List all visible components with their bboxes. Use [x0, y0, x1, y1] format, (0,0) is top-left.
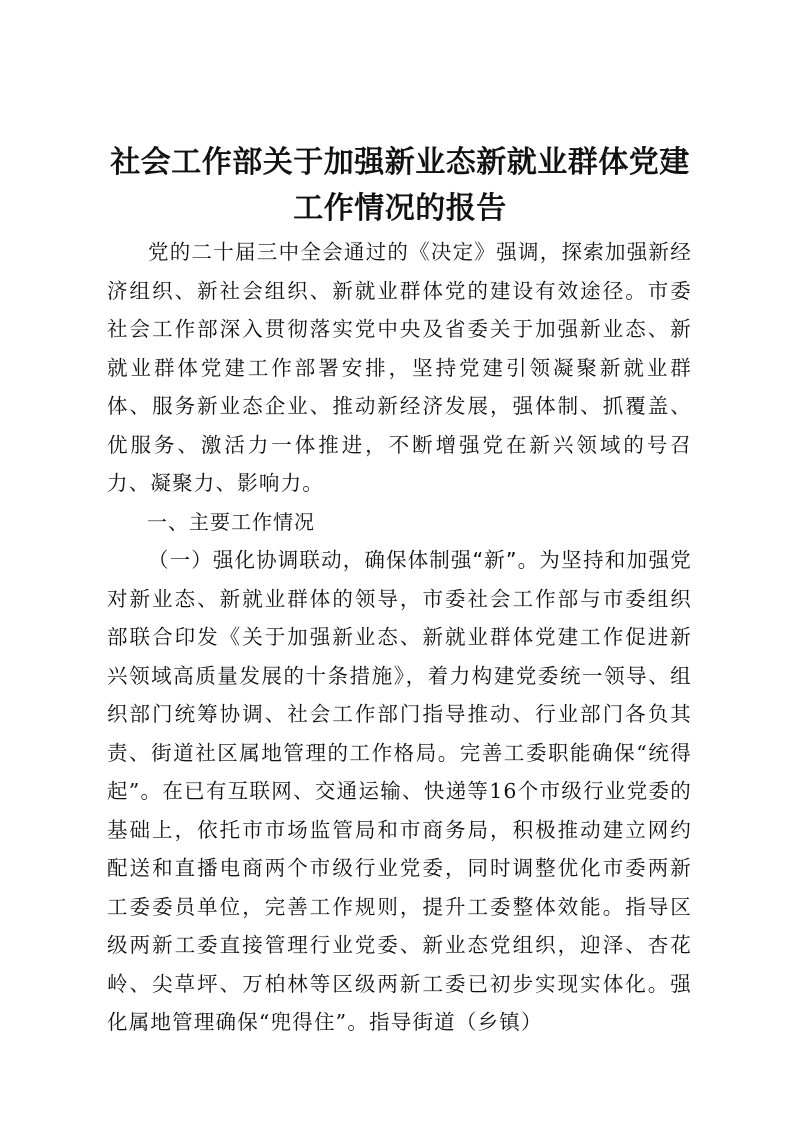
document-body — [107, 233, 692, 1042]
document-title: 社会工作部关于加强新业态新就业群体党建工作情况的报告 — [110, 145, 690, 226]
section-heading: 一、主要工作情况 — [147, 509, 315, 534]
subsection-body: 为坚持和加强党对新业态、新就业群体的领导，市委社会工作部与市委组织部联合印发《关于加强新业态、新就业群体党建工作促进新兴领域高质量发展的十条措施》，着力构建党委统一领导、组织部门统筹协调、社会工作部门指导推动、行业部门各负其责、街道社区属地管理的工作格局。完善工委职能确保“统得起”。在已有互联网、交通运输、快递等16个市级行业党委的基础上，依托市市场监管局和市商务局，积极推动建立网约配送和直播电商两个市级行业党委，同时调整优化市委两新工委委员单位，完善工作规则，提升工委整体效能。指导区级两新工委直接管理行业党委、新业态党组织，迎泽、杏花岭、尖草坪、万柏林等区级两新工委已初步实现实体化。强化属地管理确保“兜得住”。指导街道（乡镇） — [107, 548, 692, 1034]
subsection-paragraph — [107, 541, 692, 1042]
intro-paragraph: 党的二十届三中全会通过的《决定》强调，探索加强新经济组织、新社会组织、新就业群体党的建设有效途径。市委社会工作部深入贯彻落实党中央及省委关于加强新业态、新就业群体党建工作部署安排，坚持党建引领凝聚新就业群体、服务新业态企业、推动新经济发展，强体制、抓覆盖、优服务、激活力一体推进，不断增强党在新兴领域的号召力、凝聚力、影响力。 — [107, 240, 692, 495]
subsection-lead: （一）强化协调联动，确保体制强“新”。 — [148, 548, 540, 572]
